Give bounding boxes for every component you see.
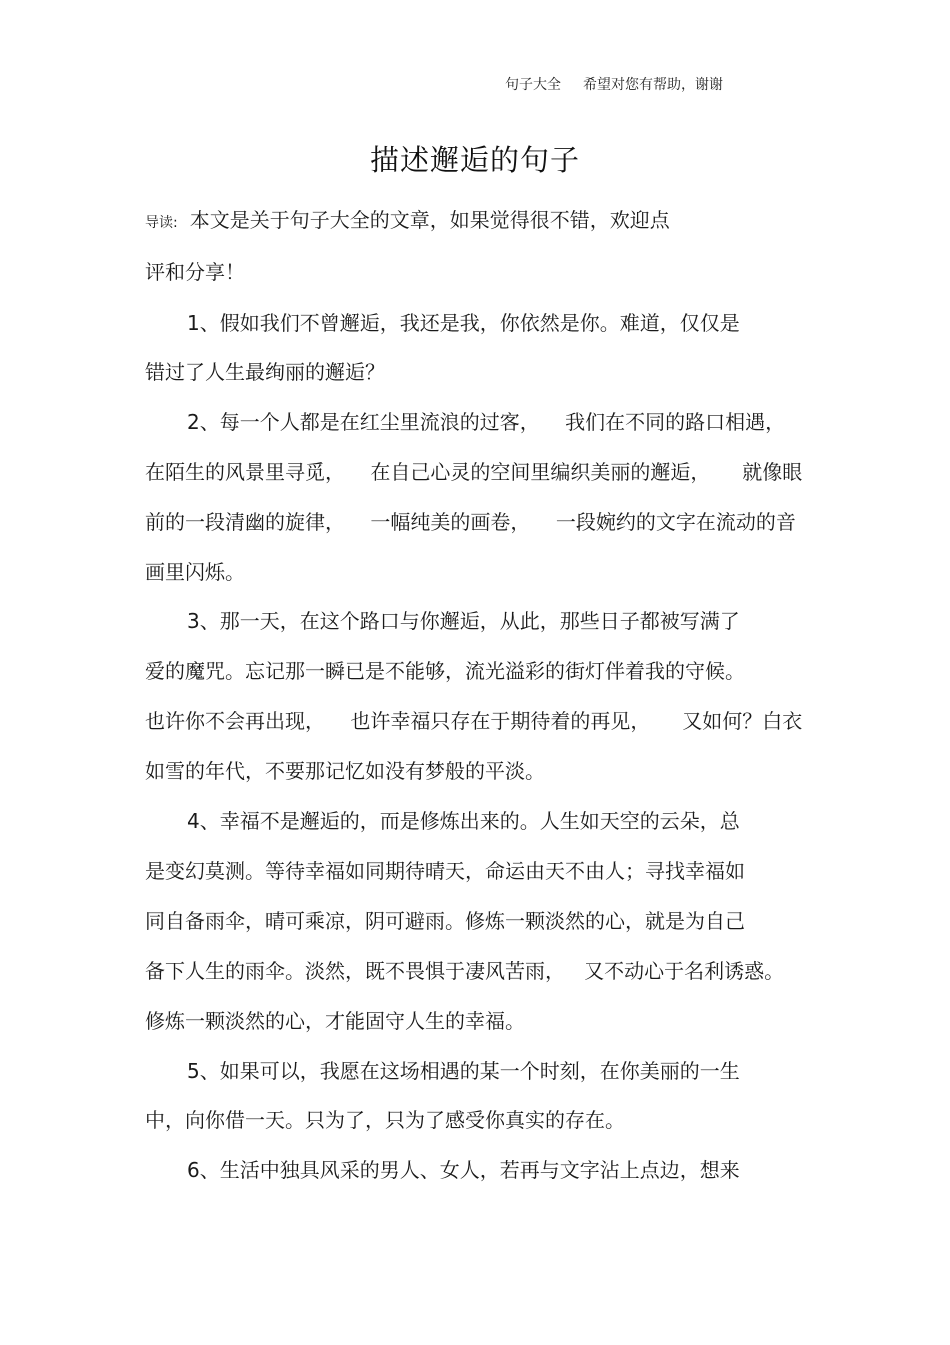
intro-line-2: 评和分享！	[145, 260, 245, 284]
paragraph-line: 同自备雨伞，晴可乘凉，阴可避雨。修炼一颗淡然的心，就是为自己	[145, 909, 745, 933]
paragraph-line: 如雪的年代，不要那记忆如没有梦般的平淡。	[145, 759, 545, 783]
paragraph-line: 3、那一天，在这个路口与你邂逅，从此，那些日子都被写满了	[187, 609, 740, 633]
page-header	[505, 74, 723, 94]
paragraph-line: 1、假如我们不曾邂逅，我还是我，你依然是你。难道，仅仅是	[187, 311, 740, 335]
paragraph-line: 中，向你借一天。只为了，只为了感受你真实的存在。	[145, 1108, 625, 1132]
paragraph-line: 6、生活中独具风采的男人、女人，若再与文字沾上点边，想来	[187, 1158, 740, 1182]
header-note: 希望对您有帮助，谢谢	[583, 77, 723, 93]
paragraph-line: 是变幻莫测。等待幸福如同期待晴天，命运由天不由人；寻找幸福如	[145, 859, 745, 883]
header-site-name: 句子大全	[505, 77, 561, 93]
paragraph-line: 5、如果可以，我愿在这场相遇的某一个时刻，在你美丽的一生	[187, 1059, 740, 1083]
paragraph-line: 前的一段清幽的旋律， 一幅纯美的画卷， 一段婉约的文字在流动的音	[145, 510, 796, 534]
paragraph-line: 修炼一颗淡然的心，才能固守人生的幸福。	[145, 1009, 525, 1033]
intro-line-1	[145, 204, 670, 233]
paragraph-line: 在陌生的风景里寻觅， 在自己心灵的空间里编织美丽的邂逅， 就像眼	[145, 460, 803, 484]
paragraph-line: 备下人生的雨伞。淡然，既不畏惧于凄风苦雨， 又不动心于名利诱惑。	[145, 959, 785, 983]
intro-text-1: 本文是关于句子大全的文章，如果觉得很不错，欢迎点	[189, 208, 670, 232]
paragraph-line: 2、每一个人都是在红尘里流浪的过客， 我们在不同的路口相遇，	[187, 410, 786, 434]
document-title: 描述邂逅的句子	[369, 143, 580, 177]
paragraph-line: 4、幸福不是邂逅的，而是修炼出来的。人生如天空的云朵，总	[187, 809, 740, 833]
paragraph-line: 错过了人生最绚丽的邂逅？	[145, 360, 385, 384]
intro-label: 导读:	[145, 215, 178, 231]
paragraph-line: 也许你不会再出现， 也许幸福只存在于期待着的再见， 又如何？白衣	[145, 709, 803, 733]
paragraph-line: 画里闪烁。	[145, 560, 245, 584]
paragraph-line: 爱的魔咒。忘记那一瞬已是不能够，流光溢彩的街灯伴着我的守候。	[145, 659, 745, 683]
